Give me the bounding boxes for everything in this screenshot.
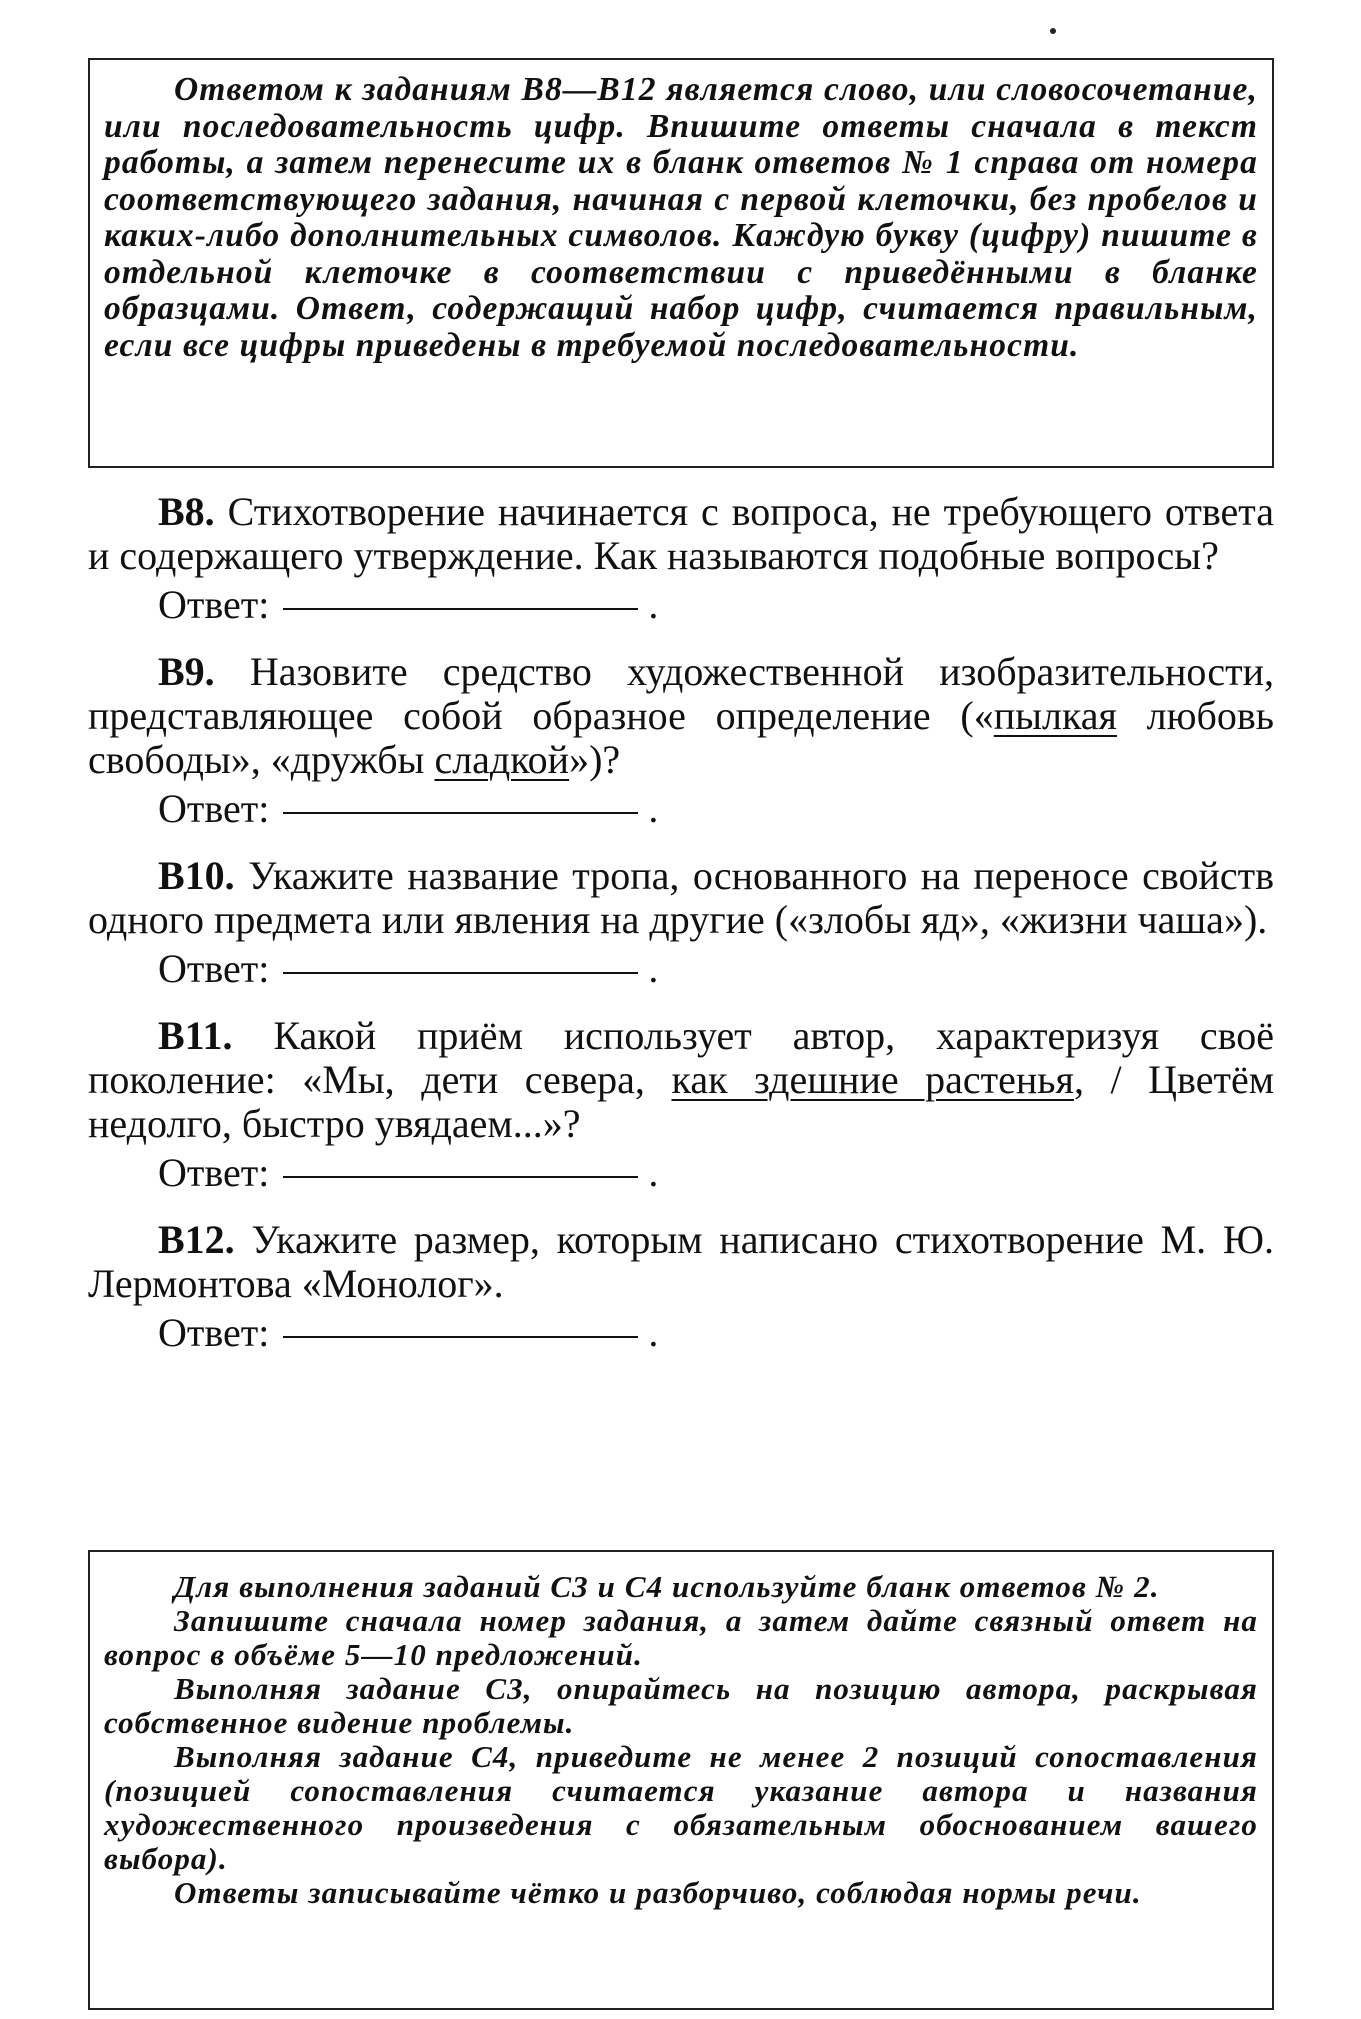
instruction-paragraph: Ответом к заданиям В8—В12 является слово, или словосочетание, или последовательность цифр. Впишите ответы сначала в текст работы, а затем перенесите их в бланк ответов № 1 справа от номера соответствующего задания, начиная с первой клеточки, без пробелов и каких-либо дополнительных символов. Каждую букву (цифру) пишите в отдельной клеточке в соответствии с приведёнными в бланке образцами. Ответ, содержащий набор цифр, считается правильным, если все цифры приведены в требуемой последовательности.	[104, 71, 1258, 364]
instruction-paragraph-4: Выполняя задание С4, приведите не менее 2 позиций сопоставления (позицией сопоставления считается указание автора и названия художественного произведения с обязательным обоснованием вашего выбора).	[104, 1739, 1258, 1876]
task-b10	[88, 854, 1274, 992]
instructions-box-b8-b12	[88, 58, 1274, 468]
task-b8-text: Стихотворение начинается с вопроса, не требующего ответа и содержащего утверждение. Как называются подобные вопросы?	[88, 489, 1274, 578]
answer-blank-line[interactable]	[283, 812, 638, 814]
task-list	[88, 490, 1274, 1378]
instructions-text	[104, 1570, 1258, 1910]
instruction-paragraph-3: Выполняя задание С3, опирайтесь на позицию автора, раскрывая собственное видение проблемы.	[104, 1671, 1258, 1740]
task-b8	[88, 490, 1274, 628]
answer-label: Ответ:	[158, 946, 270, 991]
answer-end-dot: .	[648, 1310, 659, 1355]
task-b11-text-a: Какой приём использует автор, характеризуя своё поколение: «Мы, дети севера,	[88, 1013, 1274, 1102]
print-dot-mark	[1050, 28, 1056, 34]
instruction-paragraph-2: Запишите сначала номер задания, а затем дайте связный ответ на вопрос в объёме 5—10 предложений.	[104, 1603, 1258, 1672]
answer-field-b12[interactable]	[158, 1310, 1274, 1356]
instruction-paragraph-5: Ответы записывайте чётко и разборчиво, соблюдая нормы речи.	[174, 1875, 1142, 1910]
task-b11-underlined: как здешние растенья	[671, 1057, 1074, 1102]
task-b9	[88, 650, 1274, 832]
task-b10-code: В10.	[158, 853, 235, 898]
task-b9-underlined-2: сладкой	[434, 737, 570, 782]
task-b12	[88, 1218, 1274, 1356]
task-b11-code: В11.	[158, 1013, 233, 1058]
instructions-text	[104, 72, 1258, 364]
answer-blank-line[interactable]	[283, 1336, 638, 1338]
task-b12-text: Укажите размер, которым написано стихотворение М. Ю. Лермонтова «Монолог».	[88, 1217, 1274, 1306]
task-b9-text-c: »)?	[569, 737, 621, 782]
answer-end-dot: .	[648, 786, 659, 831]
answer-blank-line[interactable]	[283, 608, 638, 610]
task-b9-text-b: любовь свободы», «дружбы	[88, 693, 1274, 782]
instruction-paragraph-1: Для выполнения заданий С3 и С4 используйте бланк ответов № 2.	[174, 1569, 1160, 1604]
answer-label: Ответ:	[158, 1310, 270, 1355]
task-b12-question	[88, 1218, 1274, 1306]
answer-field-b9[interactable]	[158, 786, 1274, 832]
task-b9-question	[88, 650, 1274, 782]
task-b9-underlined-1: пылкая	[993, 693, 1117, 738]
instructions-box-c3-c4	[88, 1550, 1274, 2010]
answer-label: Ответ:	[158, 1150, 270, 1195]
task-b11-text-b: , / Цветём недолго, быстро увядаем...»?	[88, 1057, 1275, 1146]
answer-label: Ответ:	[158, 786, 270, 831]
task-b9-code: В9.	[158, 649, 215, 694]
task-b12-code: В12.	[158, 1217, 235, 1262]
answer-end-dot: .	[648, 582, 659, 627]
task-b8-code: В8.	[158, 489, 215, 534]
task-b11	[88, 1014, 1274, 1196]
answer-field-b10[interactable]	[158, 946, 1274, 992]
task-b10-question	[88, 854, 1274, 942]
answer-label: Ответ:	[158, 582, 270, 627]
answer-end-dot: .	[648, 946, 659, 991]
answer-end-dot: .	[648, 1150, 659, 1195]
answer-blank-line[interactable]	[283, 1176, 638, 1178]
task-b8-question	[88, 490, 1274, 578]
answer-field-b11[interactable]	[158, 1150, 1274, 1196]
task-b11-question	[88, 1014, 1274, 1146]
answer-field-b8[interactable]	[158, 582, 1274, 628]
task-b9-text-a: Назовите средство художественной изобразительности, представляющее собой образное определение («	[88, 649, 1274, 738]
answer-blank-line[interactable]	[283, 972, 638, 974]
task-b10-text: Укажите название тропа, основанного на переносе свойств одного предмета или явления на другие («злобы яд», «жизни чаша»).	[88, 853, 1274, 942]
